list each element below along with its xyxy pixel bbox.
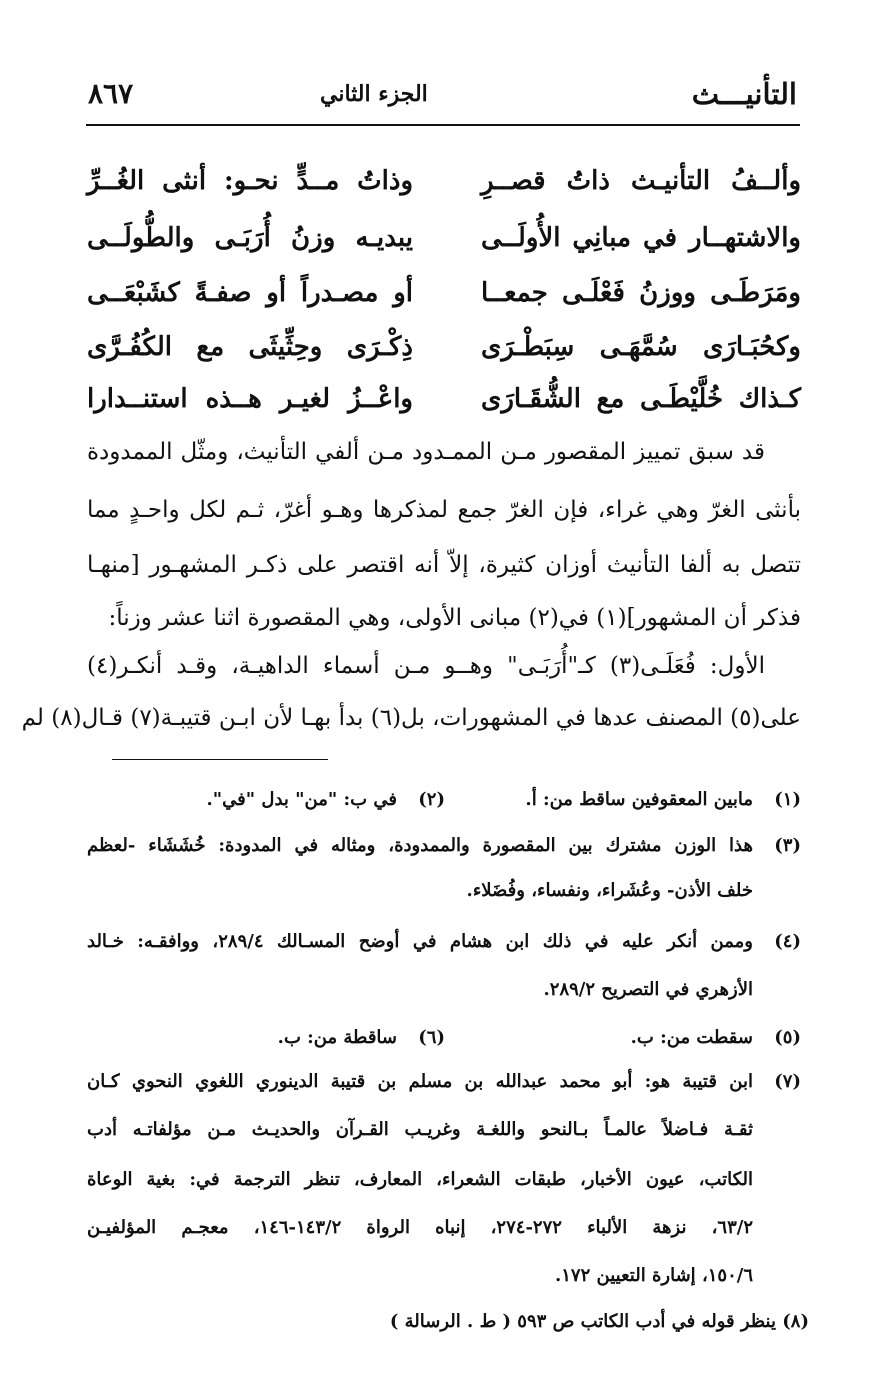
verse-line	[87, 213, 801, 263]
footnote-text: مابين المعقوفين ساقط من: أ.	[525, 789, 753, 810]
body-line: بأنثى الغرّ وهي غراء، فإن الغرّ جمع لمذكرها وهـو أغرّ، ثـم لكل واحـدٍ مما	[87, 497, 801, 523]
header-rule	[86, 124, 800, 126]
footnote-text: ١٥٠/٦، إشارة التعيين ١٧٢.	[554, 1265, 753, 1286]
verse-first-hemistich: ومَرَطَـى ووزنُ فَعْلَـى جمعــا	[481, 278, 801, 308]
footnote-text: ابن قتيبة هو: أبو محمد عبدالله بن مسلم بن قتيبة الدينوري اللغوي النحوي كـان	[87, 1071, 753, 1092]
footnote-text: ٦٣/٢، نزهة الألباء ٢٧٢-٢٧٤، إنباه الرواة ١٤٣/٢-١٤٦، معجـم المؤلفيـن	[87, 1217, 753, 1238]
verse-second-hemistich: ذِكْـرَى وحِثِّيثَى مع الكُفُـرَّى	[87, 332, 413, 362]
footnote-text: ثقـة فـاضلاً عالمـاً بـالنحو واللغـة وغريـب القـرآن والحديـث مـن مؤلفاتـه أدب	[87, 1119, 753, 1140]
verse-line	[87, 156, 801, 206]
verse-first-hemistich: والاشتهــار في مبانِي الأُولَــى	[481, 223, 801, 253]
verse-first-hemistich: كـذاك خُلَّيْطَـى مع الشُّقَـارَى	[481, 384, 801, 414]
footnote-number: (٥)	[774, 1027, 801, 1048]
verse-first-hemistich: وكحُبَـارَى سُمَّهَـى سِبَطْـرَى	[481, 332, 801, 362]
footnote-number: (٦)	[418, 1027, 445, 1048]
footnote-text: الأزهري في التصريح ٢٨٩/٢.	[543, 979, 753, 1000]
footnote-number: (١)	[774, 789, 801, 810]
footnote-text: في ب: "من" بدل "في".	[206, 789, 397, 810]
part-label: الجزء الثاني	[320, 81, 428, 107]
verse-second-hemistich: يبديـه وزنُ أُرَبَـى والطُّولَــى	[87, 223, 413, 253]
body-line: قد سبق تمييز المقصور مـن الممـدود مـن ألفي التأنيث، ومثّل الممدودة	[87, 439, 765, 465]
footnote-text: خلف الأذن- وعُشَراء، ونفساء، وفُضَلاء.	[466, 880, 753, 901]
body-line: على(٥) المصنف عدها في المشهورات، بل(٦) بدأ بهـا لأن ابـن قتيبـة(٧) قـال(٨) لم	[21, 705, 801, 731]
footnote-text: سقطت من: ب.	[630, 1027, 753, 1048]
verse-second-hemistich: أو مصـدراً أو صفـةً كشَبْعَــى	[87, 278, 413, 308]
footnote-text: (٨) ينظر قوله في أدب الكاتب ص ٥٩٣ ( ط . الرسالة )	[389, 1311, 809, 1332]
footnote-number: (٢)	[418, 789, 445, 810]
footnote-text: وممن أنكر عليه في ذلك ابن هشام في أوضح المسـالك ٢٨٩/٤، ووافقـه: خـالد	[87, 931, 753, 952]
body-line: فذكر أن المشهور](١) في(٢) مبانى الأولى، وهي المقصورة اثنا عشر وزناً:	[108, 605, 801, 631]
footnote-number: (٣)	[774, 835, 801, 856]
footnote-number: (٧)	[774, 1071, 801, 1092]
verse-second-hemistich: واعْــزُ لغيـر هــذه استنــدارا	[87, 384, 413, 414]
verse-second-hemistich: وذاتُ مــدٍّ نحـو: أنثى الغُــرِّ	[87, 166, 413, 196]
footnote-text: هذا الوزن مشترك بين المقصورة والممدودة، ومثاله في المدودة: خُشَشَاء -لعظم	[87, 835, 753, 856]
footnote-separator	[112, 759, 328, 760]
footnote-text: ساقطة من: ب.	[277, 1027, 397, 1048]
footnote-text: الكاتب، عيون الأخبار، طبقات الشعراء، المعارف، تنظر الترجمة في: بغية الوعاة	[87, 1169, 753, 1190]
verse-first-hemistich: وألــفُ التأنيـث ذاتُ قصــرِ	[481, 166, 801, 196]
verse-line	[87, 268, 801, 318]
body-line: الأول: فُعَلَـى(٣) كـ"أُرَبَـى" وهــو مـن أسماء الداهيـة، وقـد أنكـر(٤)	[87, 653, 765, 679]
verse-line	[87, 322, 801, 372]
running-title: التأنيـــث	[691, 77, 797, 111]
footnote-number: (٤)	[774, 931, 801, 952]
verse-line	[87, 374, 801, 424]
page-number: ٨٦٧	[88, 77, 134, 110]
body-line: تتصل به ألفا التأنيث أوزان كثيرة، إلاّ أنه اقتصر على ذكـر المشهـور [منهـا	[87, 552, 801, 578]
